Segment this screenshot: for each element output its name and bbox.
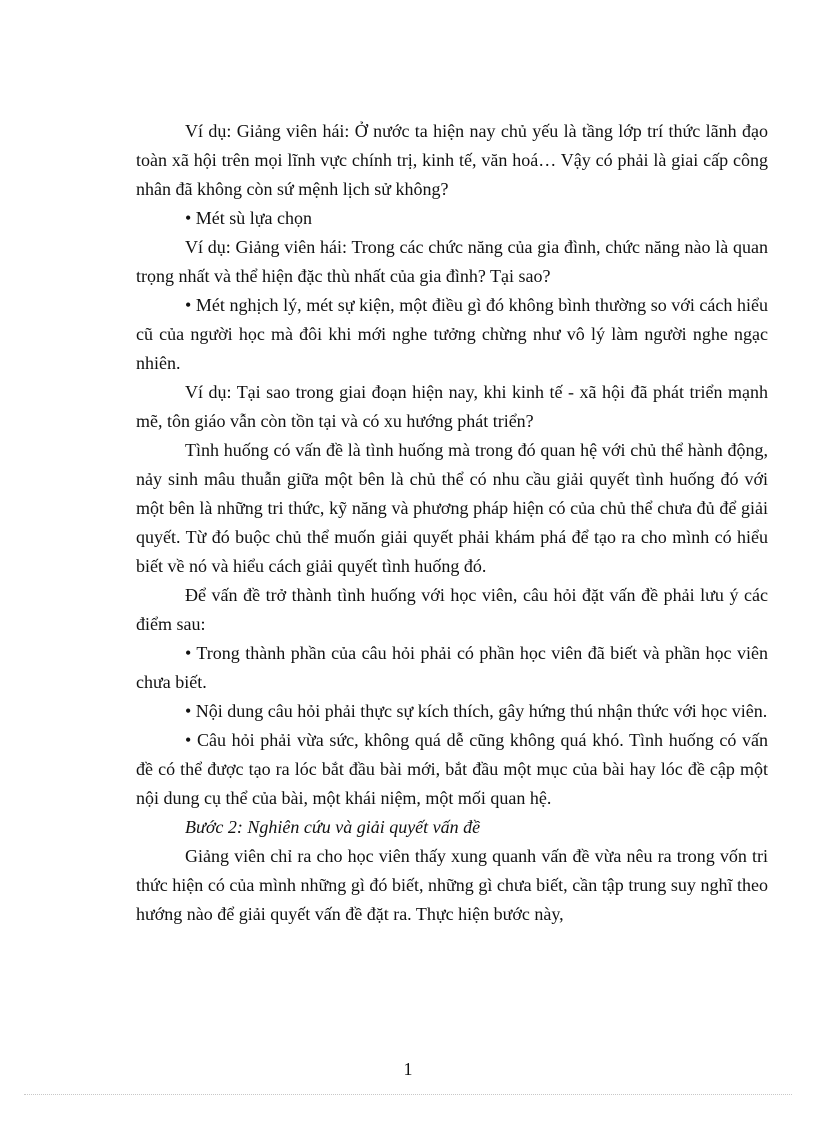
bullet-a-choice: • Mét sù lựa chọn: [185, 208, 313, 228]
paragraph-question-requirements: Để vấn đề trở thành tình huống với học viên, câu hỏi đặt vấn đề phải lưu ý các điểm sau:: [136, 585, 768, 634]
paragraph-step-2-body: Giảng viên chỉ ra cho học viên thấy xung quanh vấn đề vừa nêu ra trong vốn tri thức hiện có của mình những gì đó biết, những gì chưa biết, cần tập trung suy nghĩ theo hướng nào để giải quyết vấn đề đặt ra. Thực hiện bước này,: [136, 846, 768, 924]
page-number: 1: [403, 1059, 413, 1079]
document-body: [136, 117, 768, 929]
bullet-appropriate-difficulty: • Câu hỏi phải vừa sức, không quá dễ cũng không quá khó. Tình huống có vấn đề có thể được tạo ra lóc bắt đầu bài mới, bắt đầu một mục của bài hay lóc đề cập một nội dung cụ thể của bài, một khái niệm, một mối quan hệ.: [136, 730, 768, 808]
bullet-known-unknown: • Trong thành phần của câu hỏi phải có phần học viên đã biết và phần học viên chưa biết.: [136, 643, 768, 692]
step-2-heading: Bước 2: Nghiên cứu và giải quyết vấn đề: [185, 817, 481, 837]
paragraph-example-intellectual-class: Ví dụ: Giảng viên hái: Ở nước ta hiện nay chủ yếu là tầng lớp trí thức lãnh đạo toàn xã hội trên mọi lĩnh vực chính trị, kinh tế, văn hoá… Vậy có phải là giai cấp công nhân đã không còn sứ mệnh lịch sử không?: [136, 121, 768, 199]
bullet-a-paradox: • Mét nghịch lý, mét sự kiện, một điều gì đó không bình thường so với cách hiểu cũ của người học mà đôi khi mới nghe tưởng chừng như vô lý làm người nghe ngạc nhiên.: [136, 295, 768, 373]
paragraph-example-religion: Ví dụ: Tại sao trong giai đoạn hiện nay, khi kinh tế - xã hội đã phát triển mạnh mẽ, tôn giáo vẫn còn tồn tại và có xu hướng phát triển?: [136, 382, 768, 431]
paragraph-problem-situation-definition: Tình huống có vấn đề là tình huống mà trong đó quan hệ với chủ thể hành động, nảy sinh mâu thuẫn giữa một bên là chủ thể có nhu cầu giải quyết tình huống đó với một bên là những tri thức, kỹ năng và phương pháp hiện có của chủ thể chưa đủ để giải quyết. Từ đó buộc chủ thể muốn giải quyết phải khám phá để tạo ra cho mình có hiểu biết về nó và hiểu cách giải quyết tình huống đó.: [136, 440, 768, 576]
paragraph-example-family-functions: Ví dụ: Giảng viên hái: Trong các chức năng của gia đình, chức năng nào là quan trọng nhất và thể hiện đặc thù nhất của gia đình? Tại sao?: [136, 237, 768, 286]
page-bottom-divider: [24, 1094, 792, 1095]
bullet-stimulating-content: • Nội dung câu hỏi phải thực sự kích thích, gây hứng thú nhận thức với học viên.: [185, 701, 768, 721]
